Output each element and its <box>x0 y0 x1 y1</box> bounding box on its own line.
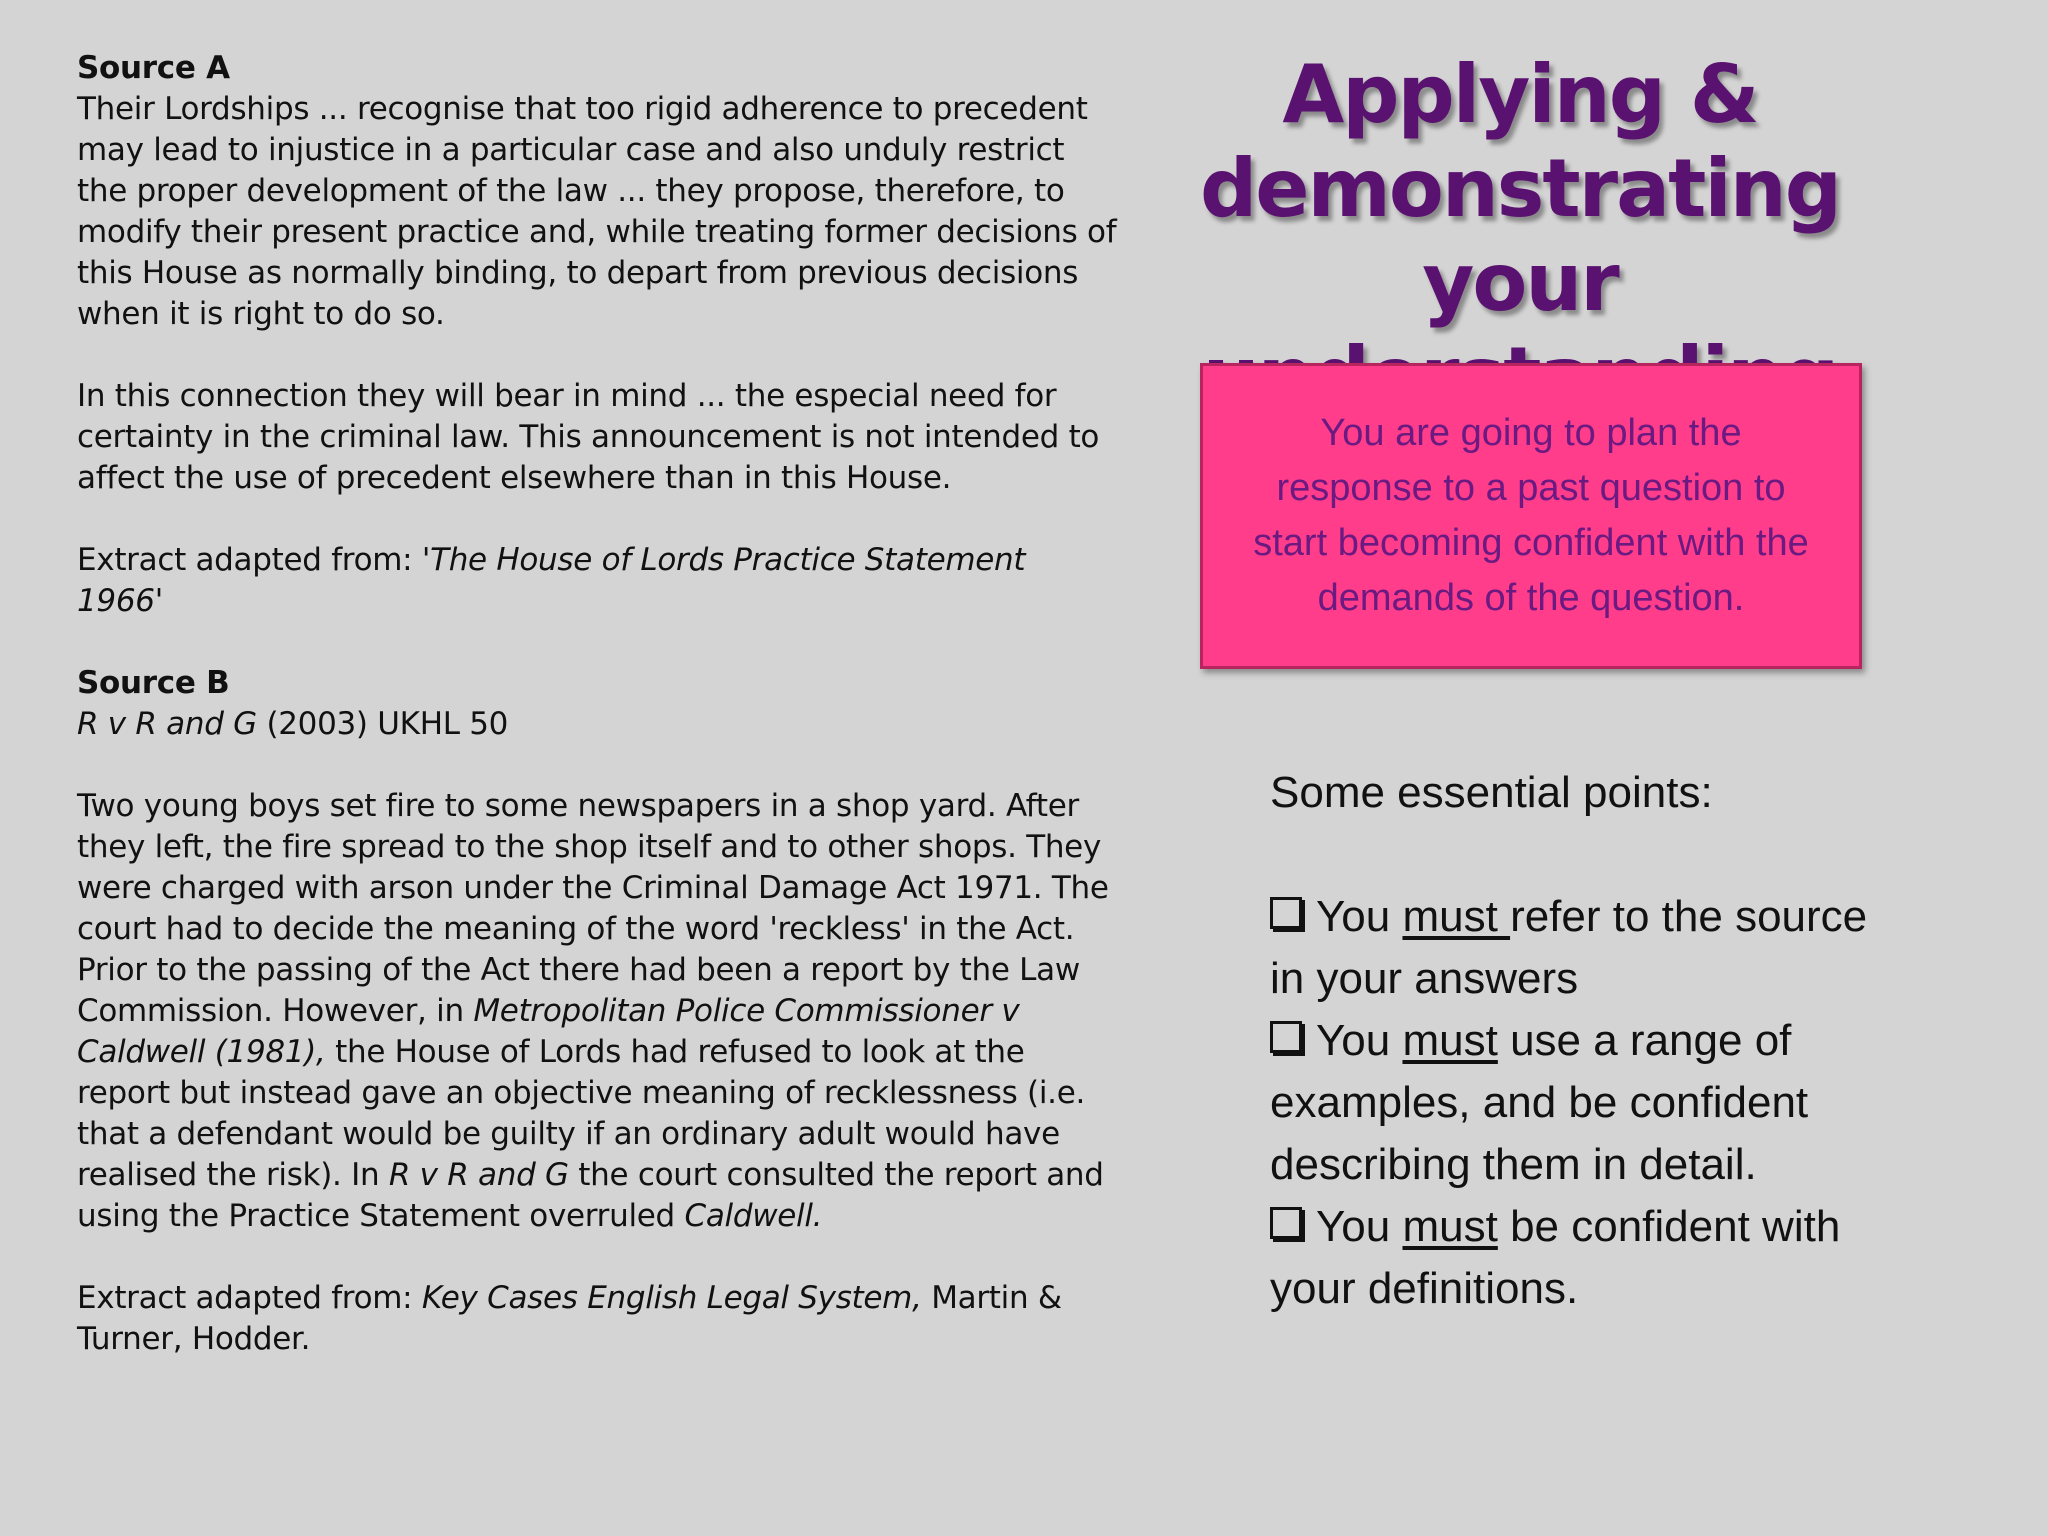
point-emphasis: must <box>1402 1016 1498 1065</box>
paragraph-text-2: the House of Lords had refused to look at the report but instead gave an objective meaning of recklessness (i.e. that a defendant would be guilty if an ordinary adult would have realised the risk). In <box>77 1034 1086 1193</box>
source-a-paragraph-2: In this connection they will bear in mind ... the especial need for certainty in the criminal law. This announcement is not intended to affect the use of precedent elsewhere than in this House. <box>77 378 1100 496</box>
source-b-heading: Source B <box>77 665 230 701</box>
extract-suffix: Martin & Turner, Hodder. <box>77 1280 1062 1357</box>
point-emphasis: must <box>1402 1202 1498 1251</box>
list-item <box>1270 886 1870 1010</box>
point-emphasis: must <box>1402 892 1511 941</box>
source-a-paragraph-1: Their Lordships ... recognise that too rigid adherence to precedent may lead to injustice in a particular case and also unduly restrict the proper development of the law ... they propose, therefore, to modify their present practice and, while treating former decisions of this House as normally binding, to depart from previous decisions when it is right to do so. <box>77 91 1117 332</box>
sources-column <box>77 48 1117 1401</box>
source-b-extract-credit <box>77 1278 1117 1360</box>
essential-points <box>1270 762 1870 1320</box>
paragraph-text-3: the court consulted the report and using the Practice Statement overruled <box>77 1157 1104 1234</box>
source-b-paragraph <box>77 786 1117 1237</box>
task-callout-text: You are going to plan the response to a past question to start becoming confident with the demands of the question. <box>1253 412 1809 619</box>
point-text: You <box>1316 1202 1403 1251</box>
source-b <box>77 663 1117 1360</box>
source-a-heading: Source A <box>77 50 230 86</box>
point-text: be confident with your definitions. <box>1270 1202 1841 1313</box>
point-text: You <box>1316 1016 1403 1065</box>
source-a <box>77 48 1117 622</box>
case-ref-r-v-r-and-g: R v R and G <box>388 1157 569 1193</box>
case-ref-caldwell: Caldwell. <box>684 1198 823 1234</box>
extract-prefix: Extract adapted from: <box>77 1280 422 1316</box>
essential-points-list <box>1270 886 1870 1320</box>
case-name: R v R and G <box>77 706 257 742</box>
title-line-1: Applying & <box>1282 48 1758 141</box>
list-item <box>1270 1196 1870 1320</box>
title-line-2: demonstrating your <box>1200 142 1840 329</box>
case-ref-caldwell-full: Metropolitan Police Commissioner v Caldwell (1981), <box>77 993 1020 1070</box>
extract-prefix: Extract adapted from: <box>77 542 422 578</box>
essential-points-intro: Some essential points: <box>1270 768 1713 817</box>
task-callout-box <box>1200 363 1862 669</box>
source-a-extract-credit <box>77 540 1117 622</box>
point-text: refer to the source in your answers <box>1270 892 1868 1003</box>
case-citation: (2003) UKHL 50 <box>256 706 509 742</box>
point-text: You <box>1316 892 1403 941</box>
point-text: use a range of examples, and be confident describing them in detail. <box>1270 1016 1809 1189</box>
list-item <box>1270 1010 1870 1196</box>
extract-title: Key Cases English Legal System, <box>421 1280 922 1316</box>
checkbox-bullet-icon <box>1270 1021 1302 1053</box>
extract-title: 'The House of Lords Practice Statement 1966' <box>77 542 1026 619</box>
checkbox-bullet-icon <box>1270 897 1302 929</box>
source-b-case-line <box>77 704 1117 745</box>
checkbox-bullet-icon <box>1270 1207 1302 1239</box>
paragraph-text-1: Two young boys set fire to some newspapers in a shop yard. After they left, the fire spread to the shop itself and to other shops. They were charged with arson under the Criminal Damage Act 1971. The court had to decide the meaning of the word 'reckless' in the Act. Prior to the passing of the Act there had been a report by the Law Commission. However, in <box>77 788 1109 1029</box>
